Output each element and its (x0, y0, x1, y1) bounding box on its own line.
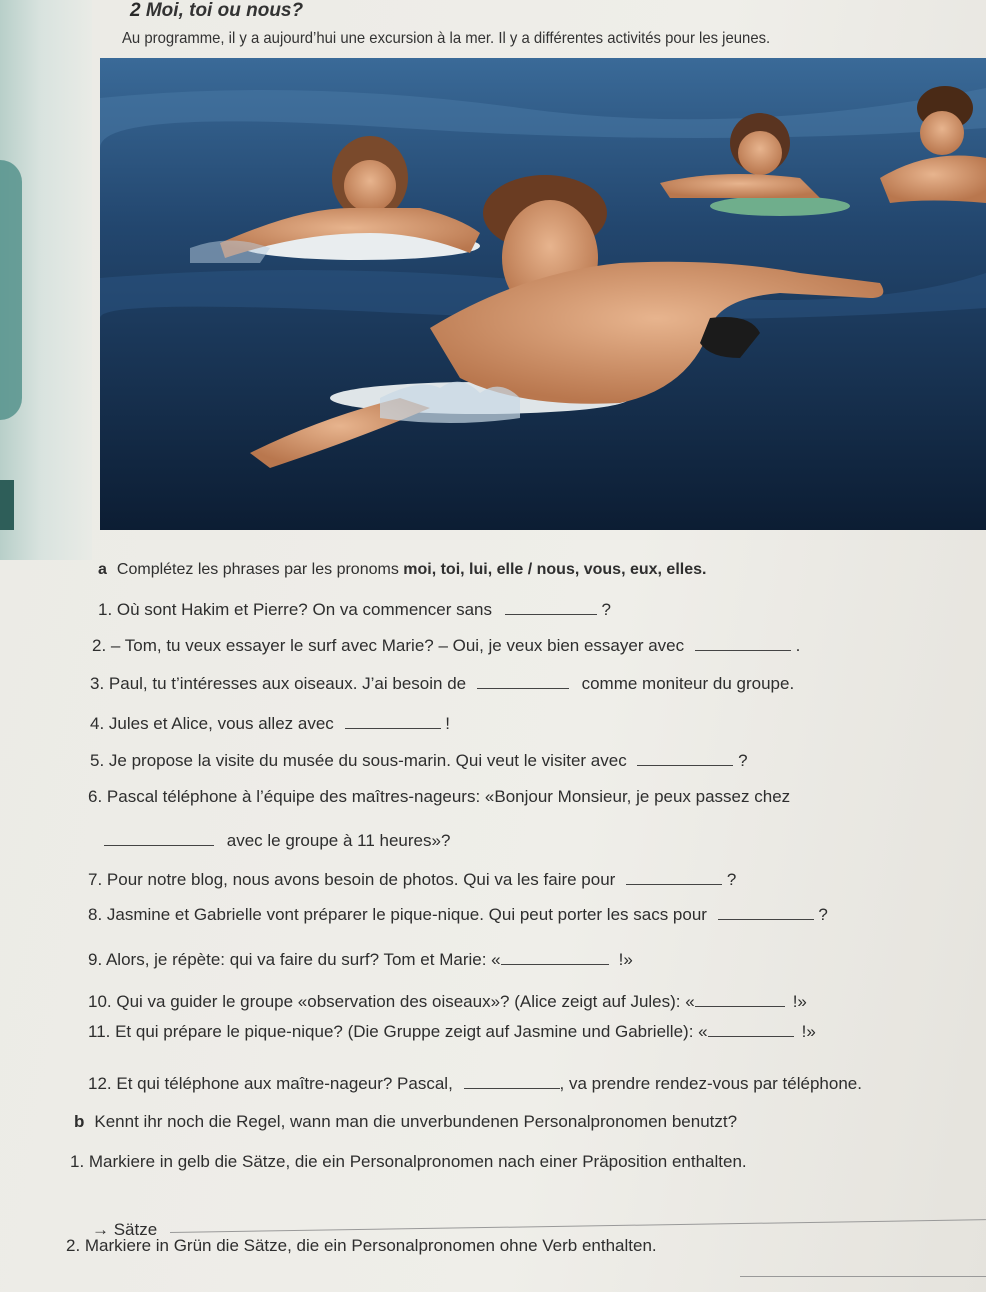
teenagers-surfing-photo (100, 58, 986, 530)
exercise-b-item-2 (66, 1236, 657, 1256)
answer-blank[interactable] (104, 831, 214, 846)
item-end: !» (792, 992, 807, 1011)
section-number: 2 (130, 0, 141, 21)
instruction-text: Kennt ihr noch die Regel, wann man die unverbundenen Personalpronomen benutzt? (94, 1112, 738, 1131)
item-text: 2. – Tom, tu veux essayer le surf avec Marie? – Oui, je veux bien essayer avec (92, 636, 685, 655)
exercise-item-6 (88, 787, 790, 807)
item-end: ? (601, 600, 611, 619)
answer-blank[interactable] (501, 950, 609, 965)
answer-blank[interactable] (695, 992, 785, 1007)
answer-blank[interactable] (464, 1074, 560, 1089)
exercise-item-4 (90, 714, 450, 734)
item-text: 8. Jasmine et Gabrielle vont préparer le pique-nique. Qui peut porter les sacs pour (88, 905, 707, 924)
answer-line[interactable] (740, 1276, 986, 1277)
item-end: !» (618, 950, 633, 969)
answer-blank[interactable] (718, 905, 814, 920)
page-edge-decoration (0, 480, 14, 530)
answer-line[interactable] (170, 1219, 986, 1233)
item-text: 4. Jules et Alice, vous allez avec (90, 714, 334, 733)
exercise-a-letter: a (98, 561, 107, 578)
section-title (130, 0, 303, 22)
item-end: . (795, 636, 801, 655)
photo-illustration (100, 58, 986, 530)
exercise-b-instruction (74, 1112, 737, 1132)
answer-blank[interactable] (345, 714, 441, 729)
answer-blank[interactable] (708, 1022, 794, 1037)
page-edge-decoration (0, 160, 22, 420)
item-text: 2. Markiere in Grün die Sätze, die ein Personalpronomen ohne Verb enthalten. (66, 1236, 657, 1255)
exercise-item-1 (98, 600, 611, 620)
item-end: ? (818, 905, 828, 924)
item-text: 7. Pour notre blog, nous avons besoin de photos. Qui va les faire pour (88, 870, 616, 889)
item-end: !» (801, 1022, 816, 1041)
item-text: 5. Je propose la visite du musée du sous-marin. Qui veut le visiter avec (90, 751, 627, 770)
answer-blank[interactable] (626, 870, 722, 885)
item-text: 1. Markiere in gelb die Sätze, die ein Personalpronomen nach einer Präposition enthalten. (70, 1152, 747, 1171)
instruction-text: Complétez les phrases par les pronoms (116, 561, 404, 578)
item-text: 10. Qui va guider le groupe «observation des oiseaux»? (Alice zeigt auf Jules): « (88, 992, 695, 1011)
item-text: 12. Et qui téléphone aux maître-nageur? Pascal, (88, 1074, 453, 1093)
section-title-text: Moi, toi ou nous? (145, 0, 304, 21)
item-end: ! (445, 714, 450, 733)
exercise-item-11 (88, 1022, 816, 1042)
intro-text: Au programme, il y a aujourd’hui une excursion à la mer. Il y a différentes activités pour les jeunes. (122, 30, 771, 47)
exercise-b-letter: b (74, 1112, 85, 1131)
answer-blank[interactable] (695, 636, 791, 651)
answer-blank[interactable] (477, 674, 569, 689)
arrow-label: → Sätze (92, 1220, 158, 1239)
exercise-item-9 (88, 950, 633, 970)
item-end: comme moniteur du groupe. (581, 674, 795, 693)
instruction-pronouns: moi, toi, lui, elle / nous, vous, eux, elles. (403, 561, 707, 578)
item-text: 6. Pascal téléphone à l’équipe des maîtres-nageurs: «Bonjour Monsieur, je peux passez chez (88, 787, 791, 806)
item-text: 9. Alors, je répète: qui va faire du surf? Tom et Marie: « (88, 950, 501, 969)
exercise-a-instruction (98, 561, 706, 579)
exercise-item-8 (88, 905, 828, 925)
item-text: 1. Où sont Hakim et Pierre? On va commencer sans (98, 600, 492, 619)
exercise-item-6-continuation (104, 831, 450, 851)
exercise-item-3 (90, 674, 794, 694)
answer-blank[interactable] (505, 600, 597, 615)
exercise-b-item-1 (70, 1152, 747, 1172)
answer-blank[interactable] (637, 751, 733, 766)
exercise-item-2 (92, 636, 800, 656)
item-end: , va prendre rendez-vous par téléphone. (559, 1074, 862, 1093)
item-text: 11. Et qui prépare le pique-nique? (Die Gruppe zeigt auf Jasmine und Gabrielle): « (88, 1022, 708, 1041)
item-end: avec le groupe à 11 heures»? (226, 831, 451, 850)
exercise-item-7 (88, 870, 736, 890)
item-text: 3. Paul, tu t’intéresses aux oiseaux. J’ai besoin de (90, 674, 467, 693)
exercise-item-5 (90, 751, 748, 771)
item-end: ? (738, 751, 748, 770)
item-end: ? (726, 870, 737, 889)
previous-page-edge (0, 0, 92, 560)
exercise-item-10 (88, 992, 807, 1012)
exercise-item-12 (88, 1074, 862, 1094)
